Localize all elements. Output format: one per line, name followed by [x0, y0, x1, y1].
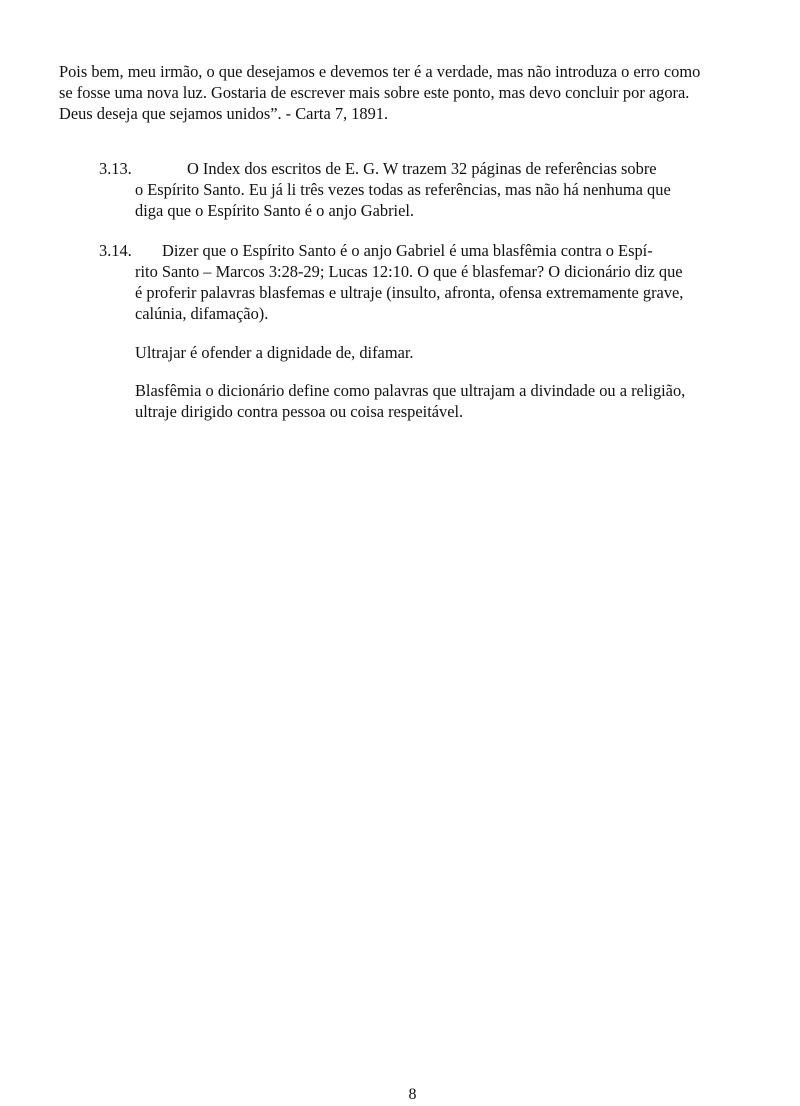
definition-ultrajar [135, 342, 414, 363]
definition-blasfemia [135, 380, 685, 422]
item-line: rito Santo – Marcos 3:28-29; Lucas 12:10. O que é blasfemar? O dicionário diz que [135, 262, 683, 281]
item-line: o Espírito Santo. Eu já li três vezes todas as referências, mas não há nenhuma que [135, 180, 671, 199]
intro-paragraph [59, 61, 700, 124]
item-line: diga que o Espírito Santo é o anjo Gabriel. [135, 201, 415, 220]
definition-line: Blasfêmia o dicionário define como palavras que ultrajam a divindade ou a religião, [135, 381, 686, 400]
definition-line: ultraje dirigido contra pessoa ou coisa respeitável. [135, 402, 464, 421]
item-number: 3.14. [99, 241, 132, 260]
item-line: O Index dos escritos de E. G. W trazem 32 páginas de referências sobre [187, 159, 657, 178]
item-line: Dizer que o Espírito Santo é o anjo Gabriel é uma blasfêmia contra o Espí- [162, 241, 653, 260]
item-line: calúnia, difamação). [135, 304, 269, 323]
page-number: 8 [408, 1086, 417, 1103]
intro-line: Pois bem, meu irmão, o que desejamos e devemos ter é a verdade, mas não introduza o erro como [59, 62, 701, 81]
definition-line: Ultrajar é ofender a dignidade de, difamar. [135, 343, 414, 362]
intro-line: se fosse uma nova luz. Gostaria de escrever mais sobre este ponto, mas devo concluir por agora. [59, 83, 690, 102]
item-number: 3.13. [99, 159, 132, 178]
intro-line: Deus deseja que sejamos unidos”. - Carta 7, 1891. [59, 104, 389, 123]
item-line: é proferir palavras blasfemas e ultraje (insulto, afronta, ofensa extremamente grave, [135, 283, 684, 302]
